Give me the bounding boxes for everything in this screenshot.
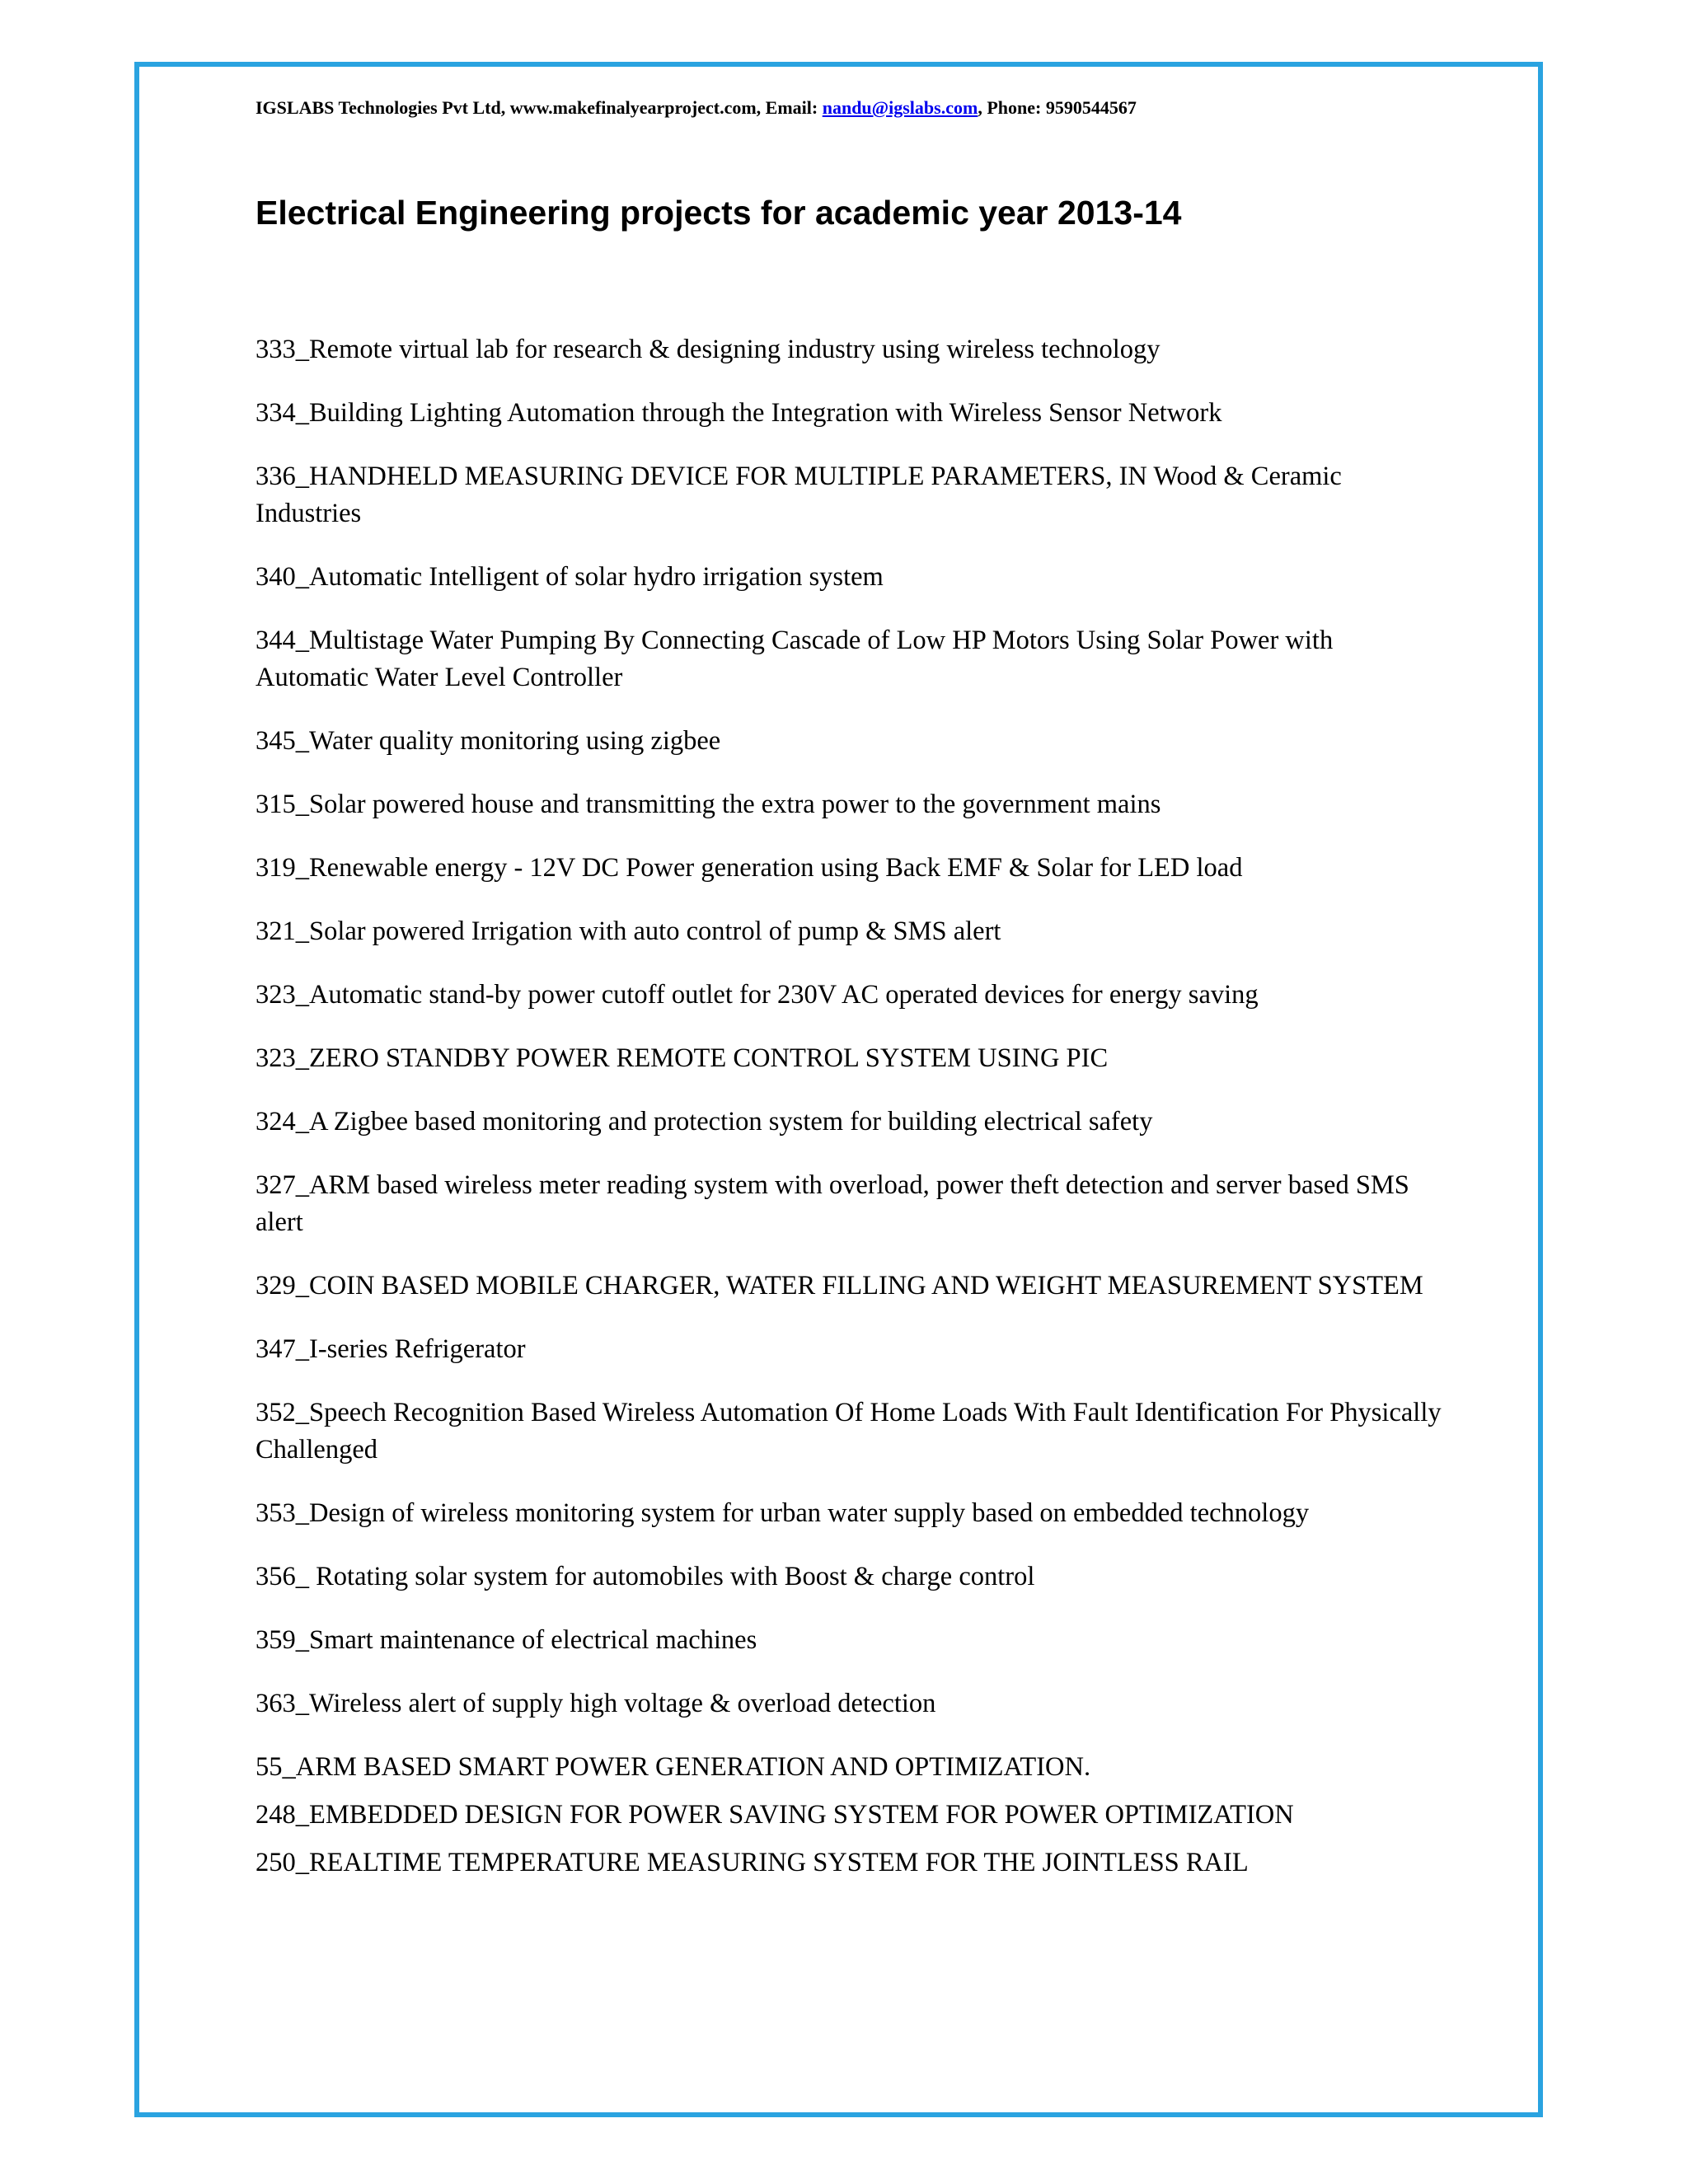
project-item: 334_Building Lighting Automation through the Integration with Wireless Sensor Network (256, 398, 1222, 428)
project-item: 248_EMBEDDED DESIGN FOR POWER SAVING SYSTEM FOR POWER OPTIMIZATION (256, 1800, 1294, 1830)
project-item: 333_Remote virtual lab for research & designing industry using wireless technology (256, 335, 1160, 364)
project-item: 352_Speech Recognition Based Wireless Automation Of Home Loads With Fault Identification For Physically Challenged (256, 1398, 1442, 1465)
page-title: Electrical Engineering projects for academic year 2013-14 (256, 194, 1182, 232)
project-list (256, 331, 1451, 1892)
project-item: 359_Smart maintenance of electrical machines (256, 1625, 757, 1655)
project-item: 340_Automatic Intelligent of solar hydro irrigation system (256, 562, 884, 592)
company-header (256, 97, 1137, 119)
project-item: 319_Renewable energy - 12V DC Power generation using Back EMF & Solar for LED load (256, 853, 1243, 883)
project-item: 363_Wireless alert of supply high voltage & overload detection (256, 1689, 936, 1718)
project-item: 329_COIN BASED MOBILE CHARGER, WATER FILLING AND WEIGHT MEASUREMENT SYSTEM (256, 1271, 1423, 1301)
header-phone: , Phone: 9590544567 (978, 97, 1137, 118)
project-item: 250_REALTIME TEMPERATURE MEASURING SYSTEM FOR THE JOINTLESS RAIL (256, 1848, 1249, 1877)
project-item: 344_Multistage Water Pumping By Connecting Cascade of Low HP Motors Using Solar Power with Automatic Water Level Controller (256, 626, 1334, 692)
email-link[interactable]: nandu@igslabs.com (822, 97, 978, 118)
project-item: 327_ARM based wireless meter reading system with overload, power theft detection and server based SMS alert (256, 1170, 1409, 1237)
header-company-info: IGSLABS Technologies Pvt Ltd, www.makefinalyearproject.com, Email: (256, 97, 823, 118)
project-item: 323_ZERO STANDBY POWER REMOTE CONTROL SYSTEM USING PIC (256, 1043, 1109, 1073)
project-item: 353_Design of wireless monitoring system for urban water supply based on embedded technology (256, 1498, 1310, 1528)
project-item: 324_A Zigbee based monitoring and protection system for building electrical safety (256, 1107, 1153, 1137)
project-item: 323_Automatic stand-by power cutoff outlet for 230V AC operated devices for energy saving (256, 980, 1259, 1010)
project-item: 345_Water quality monitoring using zigbee (256, 726, 721, 756)
project-item: 356_ Rotating solar system for automobiles with Boost & charge control (256, 1562, 1035, 1591)
project-item: 347_I-series Refrigerator (256, 1334, 526, 1364)
project-item: 321_Solar powered Irrigation with auto control of pump & SMS alert (256, 916, 1001, 946)
project-item: 336_HANDHELD MEASURING DEVICE FOR MULTIPLE PARAMETERS, IN Wood & Ceramic Industries (256, 462, 1342, 528)
project-item: 55_ARM BASED SMART POWER GENERATION AND OPTIMIZATION. (256, 1752, 1091, 1782)
project-item: 315_Solar powered house and transmitting the extra power to the government mains (256, 790, 1161, 819)
